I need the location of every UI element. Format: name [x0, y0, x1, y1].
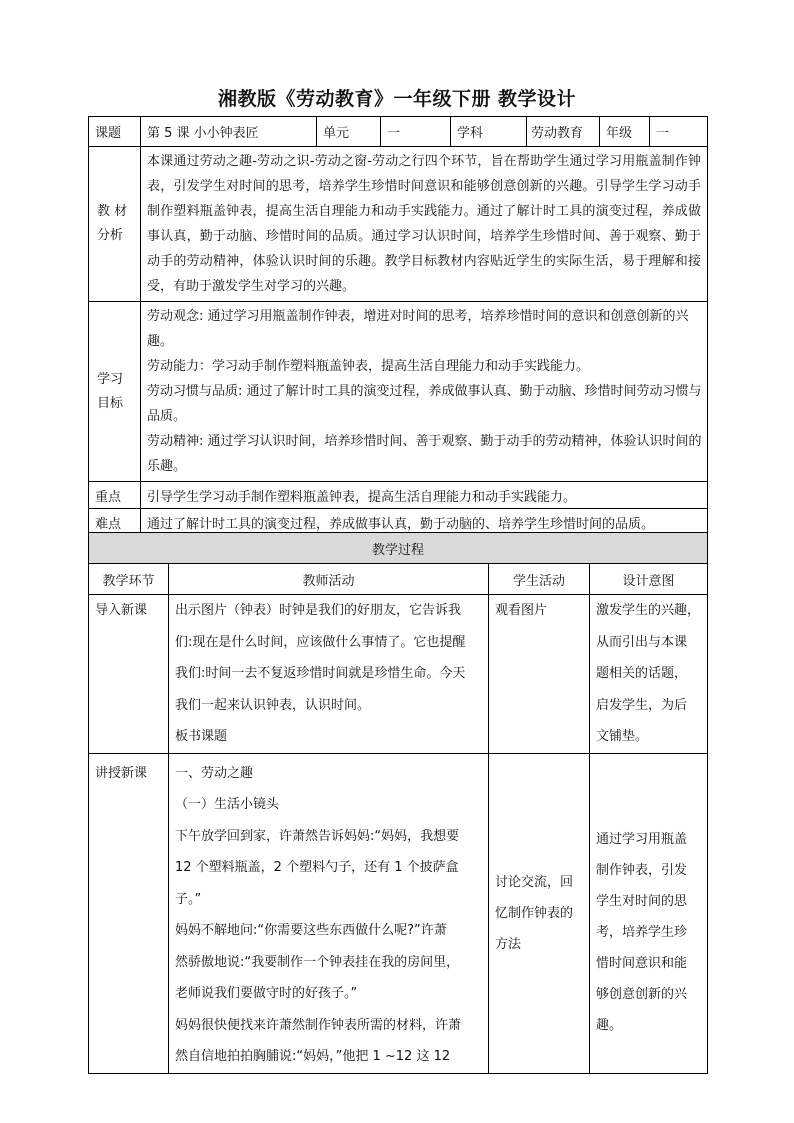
- new-lesson-row: [89, 753, 708, 1073]
- difficulty-label: 难点: [89, 509, 141, 536]
- subject-value: 劳动教育: [527, 117, 600, 147]
- text-line: 通过学习用瓶盖: [596, 831, 688, 847]
- text-line: 激发学生的兴趣，: [596, 603, 701, 618]
- text-line: 老师说我们要做守时的好孩子。”: [175, 986, 358, 1001]
- intro-stage: 导入新课: [89, 595, 169, 754]
- analysis-text: 本课通过劳动之趣-劳动之识-劳动之窗-劳动之行四个环节，旨在帮助学生通过学习用瓶盖制作钟表，引发学生对时间的思考，培养学生珍惜时间意识和能够创意创新的兴趣。引导学生学习动手制作塑料瓶盖钟表，提高生活自理能力和动手实践能力。通过了解计时工具的演变过程，养成做事认真，勤于动脑、珍惜时间的品质。通过学习认识时间，培养学生珍惜时间、善于观察、勤于动手的劳动精神，体验认识时间的乐趣。教学目标教材内容贴近学生的实际生活，易于理解和接受，有助于激发学生对学习的兴趣。: [141, 147, 708, 302]
- key-point-label: 重点: [89, 482, 141, 509]
- objective-item: 劳动习惯与品质: 通过了解计时工具的演变过程，养成做事认真、勤于动脑、珍惜时间劳动习惯与品质。: [147, 384, 702, 424]
- lesson-label: 课题: [89, 117, 141, 147]
- text-line: 惜时间意识和能: [596, 955, 688, 971]
- text-line: 学生对时间的思: [596, 893, 688, 909]
- text-line: 启发学生，为后: [596, 697, 688, 713]
- text-line: 趣。: [596, 1017, 623, 1033]
- teaching-process-table: [88, 532, 708, 1074]
- new-lesson-stage: 讲授新课: [89, 753, 169, 1073]
- text-line: （一）生活小镜头: [175, 797, 280, 812]
- process-header-row: [89, 533, 708, 564]
- lesson-value: 第 5 课 小小钟表匠: [141, 117, 317, 147]
- new-lesson-design-intent: [590, 753, 708, 1073]
- key-point-row: [89, 482, 708, 509]
- info-row: [89, 117, 708, 147]
- objective-item: 劳动观念: 通过学习用瓶盖制作钟表，增进对时间的思考，培养珍惜时间的意识和创意创新的兴趣。: [147, 309, 689, 349]
- text-line: 然自信地拍拍胸脯说:“妈妈，”他把 1 ~12 这 12: [175, 1049, 451, 1064]
- intro-design-intent: [590, 595, 708, 754]
- objectives-row: [89, 302, 708, 482]
- text-line: 们:现在是什么时间，应该做什么事情了。它也提醒: [175, 634, 466, 650]
- text-line: 文铺垫。: [596, 729, 649, 744]
- text-line: 然骄傲地说:“我要制作一个钟表挂在我的房间里，: [175, 954, 460, 970]
- unit-value: 一: [381, 117, 451, 147]
- text-line: 下午放学回到家，许萧然告诉妈妈:“妈妈，我想要: [175, 828, 460, 844]
- intro-row: [89, 595, 708, 754]
- text-line: 妈妈不解地问:“你需要这些东西做什么呢?”许萧: [175, 923, 447, 938]
- column-header: 学生活动: [489, 564, 590, 595]
- analysis-label-line2: 分析: [97, 228, 124, 243]
- page-title: 湘教版《劳动教育》一年级下册 教学设计: [217, 88, 577, 110]
- text-line: 妈妈很快便找来许萧然制作钟表所需的材料，许萧: [175, 1017, 462, 1033]
- objectives-label-line1: 学习: [97, 371, 124, 387]
- objectives-label: [89, 302, 141, 482]
- text-line: 12 个塑料瓶盖，2 个塑料勺子，还有 1 个披萨盒: [175, 860, 459, 875]
- text-line: 从而引出与本课: [596, 634, 688, 650]
- text-line: 考，培养学生珍: [596, 924, 688, 940]
- text-line: 方法: [495, 936, 522, 952]
- text-line: 制作钟表，引发: [596, 862, 688, 878]
- unit-label: 单元: [317, 117, 381, 147]
- text-line: 出示图片（钟表）时钟是我们的好朋友，它告诉我: [175, 603, 462, 618]
- text-line: 板书课题: [175, 729, 228, 744]
- column-header: 设计意图: [590, 564, 708, 595]
- analysis-label-line1: 教 材: [97, 204, 128, 219]
- process-columns-row: [89, 564, 708, 595]
- objectives-label-line2: 目标: [97, 395, 124, 411]
- lesson-info-table: [88, 116, 708, 536]
- analysis-label: [89, 147, 141, 302]
- new-lesson-student-activity: [489, 753, 590, 1073]
- difficulty-text: 通过了解计时工具的演变过程，养成做事认真，勤于动脑的、培养学生珍惜时间的品质。: [141, 509, 708, 536]
- objective-item: 劳动能力：学习动手制作塑料瓶盖钟表，提高生活自理能力和动手实践能力。: [147, 359, 590, 374]
- grade-value: 一: [650, 117, 708, 147]
- text-line: 忆制作钟表的: [495, 905, 574, 921]
- objectives-list: [141, 302, 708, 482]
- text-line: 子。”: [175, 891, 202, 907]
- analysis-row: [89, 147, 708, 302]
- subject-label: 学科: [451, 117, 527, 147]
- process-header: 教学过程: [89, 533, 708, 564]
- column-header: 教学环节: [89, 564, 169, 595]
- text-line: 够创意创新的兴: [596, 986, 688, 1002]
- column-header: 教师活动: [169, 564, 489, 595]
- text-line: 题相关的话题，: [596, 666, 688, 681]
- intro-student-activity: 观看图片: [489, 595, 590, 754]
- text-line: 我们:时间一去不复返珍惜时间就是珍惜生命。今天: [175, 666, 466, 681]
- text-line: 讨论交流，回: [495, 874, 574, 890]
- grade-label: 年级: [600, 117, 650, 147]
- key-point-text: 引导学生学习动手制作塑料瓶盖钟表，提高生活自理能力和动手实践能力。: [141, 482, 708, 509]
- text-line: 我们一起来认识钟表，认识时间。: [175, 697, 371, 713]
- intro-teacher-activity: [169, 595, 489, 754]
- text-line: 一、劳动之趣: [175, 765, 254, 781]
- new-lesson-teacher-activity: [169, 753, 489, 1073]
- objective-item: 劳动精神: 通过学习认识时间，培养珍惜时间、善于观察、勤于动手的劳动精神，体验认识时间的乐趣。: [147, 434, 702, 474]
